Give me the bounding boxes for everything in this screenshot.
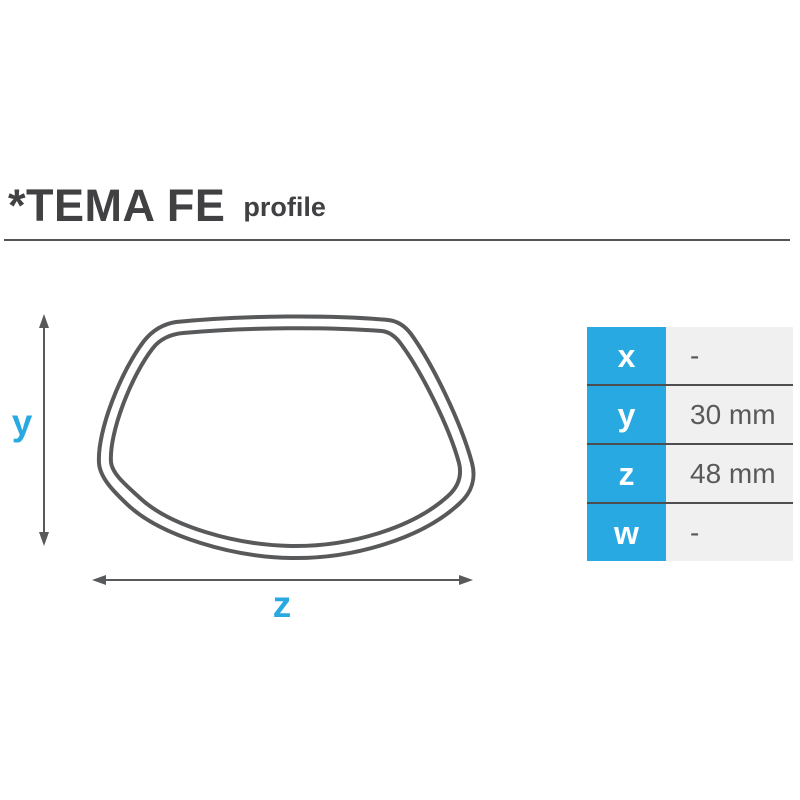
table-row-y (587, 384, 793, 443)
dimension-key-cell: z (587, 445, 666, 502)
table-row-z (587, 443, 793, 502)
dimension-value-cell: - (666, 504, 793, 561)
dimension-value-cell: 48 mm (666, 445, 793, 502)
profile-outer-contour (99, 316, 474, 558)
dimension-key-cell: y (587, 386, 666, 443)
page-title: *TEMA FE (8, 180, 226, 231)
z-dimension-label: z (272, 584, 292, 625)
spec-table (587, 327, 793, 561)
dimension-key-cell: w (587, 504, 666, 561)
dimension-value-cell: 30 mm (666, 386, 793, 443)
table-row-w (587, 502, 793, 561)
dimension-value-cell: - (666, 327, 793, 384)
profile-inner-contour (111, 328, 460, 546)
dimension-key-cell: x (587, 327, 666, 384)
table-row-x (587, 327, 793, 384)
page-subtitle: profile (243, 192, 326, 222)
y-dimension-label: y (11, 402, 33, 443)
